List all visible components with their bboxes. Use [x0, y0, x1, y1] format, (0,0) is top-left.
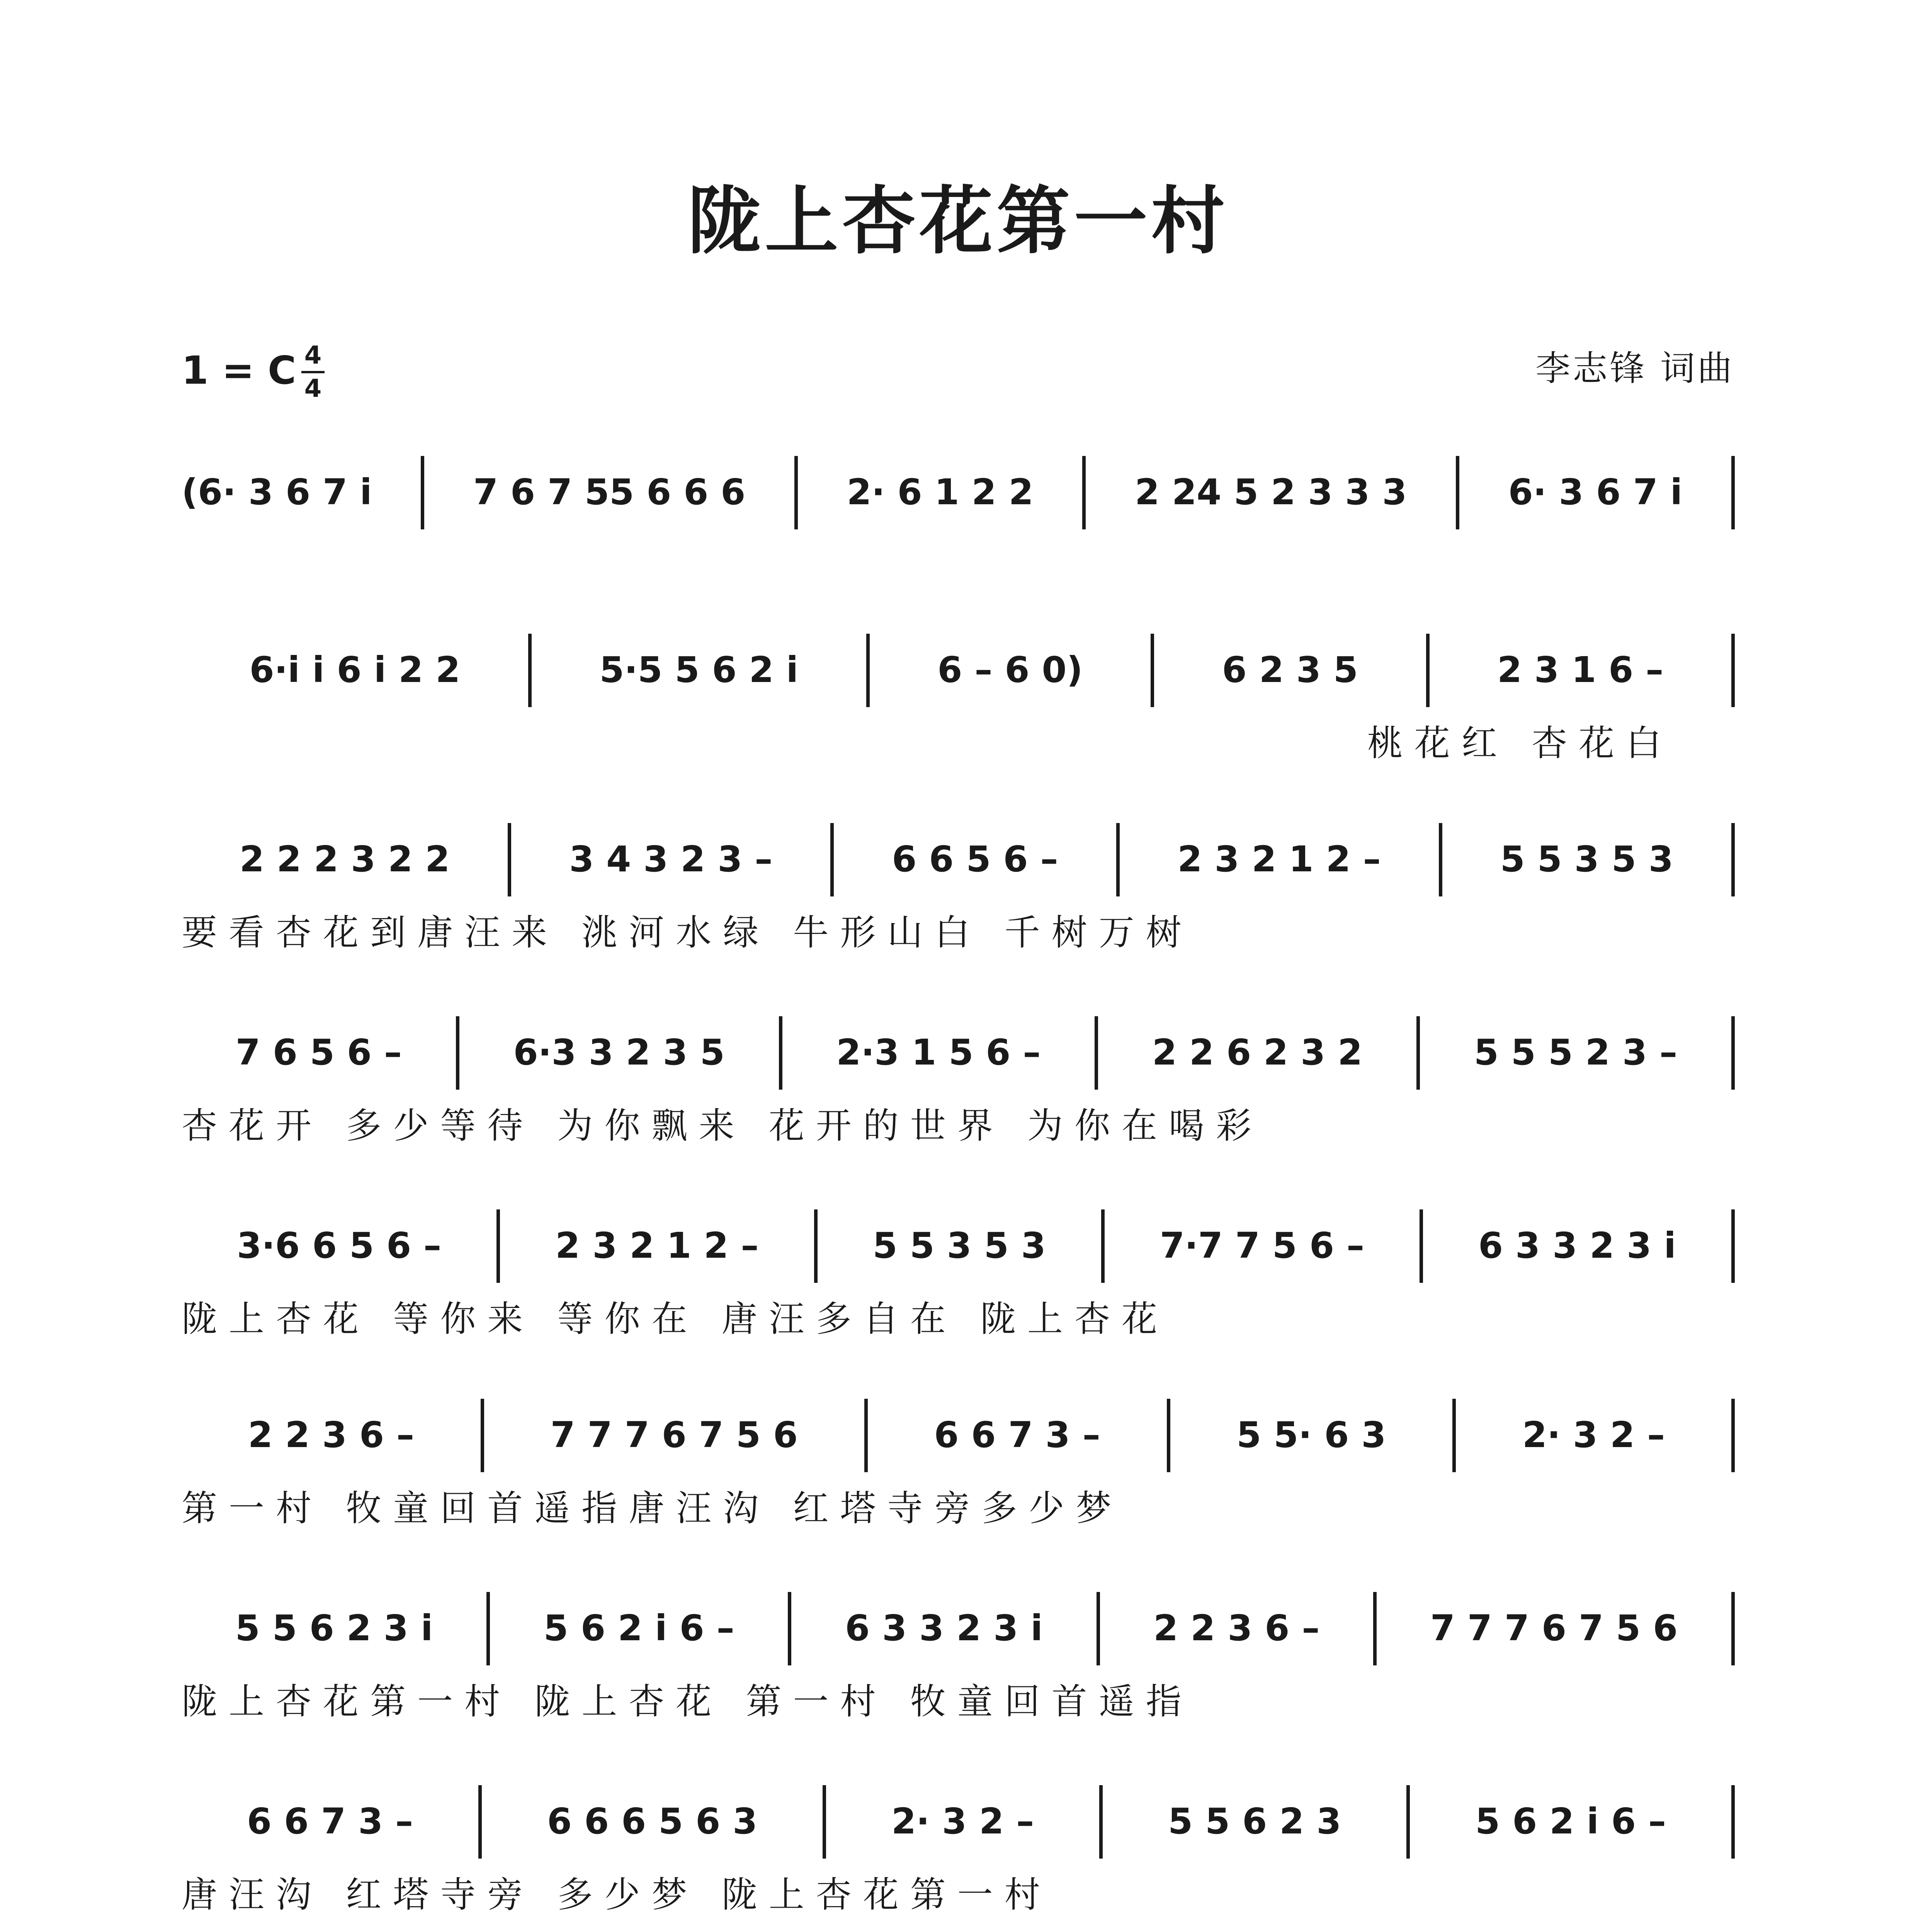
barline [1416, 1016, 1420, 1090]
measure-notes: 6 – 6 0) [937, 649, 1083, 690]
barline [486, 1592, 490, 1665]
measure-notes: 6· 3 6 7 i [1508, 471, 1683, 513]
measure-notes: 5 5 3 5 3 [1500, 838, 1673, 880]
barline [1406, 1785, 1410, 1859]
score-system [182, 823, 1735, 955]
measure-notes: 5 5 3 5 3 [872, 1225, 1046, 1266]
score-system [182, 1209, 1735, 1342]
barline [478, 1785, 482, 1859]
barline [1420, 1209, 1423, 1283]
measure-notes: 7 7 7 6 7 5 6 [550, 1414, 798, 1456]
lyrics-line: 陇上杏花第一村 陇上杏花 第一村 牧童回首遥指 [182, 1681, 1193, 1722]
barline [1439, 823, 1442, 896]
lyrics-line: 杏花开 多少等待 为你飘来 花开的世界 为你在喝彩 [182, 1105, 1263, 1146]
measure-row [182, 1592, 1735, 1665]
measure-notes: 6 3 3 2 3 i [1478, 1225, 1676, 1266]
barline [788, 1592, 791, 1665]
measure-row [182, 1209, 1735, 1283]
barline [830, 823, 834, 896]
song-title: 陇上杏花第一村 [687, 178, 1229, 264]
score-system [182, 1592, 1735, 1724]
barline [1097, 1592, 1100, 1665]
time-signature [301, 340, 325, 404]
barline [1731, 823, 1735, 896]
barline [814, 1209, 818, 1283]
barline [1731, 1399, 1735, 1472]
measure-notes: 5 5 6 2 3 i [235, 1607, 433, 1649]
measure-notes: 2 3 1 6 – [1497, 649, 1664, 690]
score-system [182, 1785, 1735, 1917]
barline [1099, 1785, 1103, 1859]
measure-notes: (6· 3 6 7 i [182, 471, 372, 513]
time-signature-bottom: 4 [304, 374, 322, 403]
lyrics-line: 第一村 牧童回首遥指唐汪沟 红塔寺旁多少梦 [182, 1488, 1123, 1529]
barline [528, 634, 532, 707]
barline [508, 823, 511, 896]
barline [421, 456, 424, 529]
measure-notes: 6·3 3 2 3 5 [513, 1032, 725, 1073]
barline [1731, 1592, 1735, 1665]
barline [864, 1399, 868, 1472]
measure-notes: 2 2 3 6 – [248, 1414, 414, 1456]
barline [496, 1209, 500, 1283]
barline [481, 1399, 484, 1472]
barline [1116, 823, 1120, 896]
measure-notes: 5 5 5 2 3 – [1474, 1032, 1678, 1073]
lyrics-line: 桃花红 杏花白 [1367, 723, 1673, 764]
barline [794, 456, 798, 529]
barline [1731, 1016, 1735, 1090]
lyrics-line: 要看杏花到唐汪来 洮河水绿 牛形山白 千树万树 [182, 912, 1193, 953]
measure-notes: 2·3 1 5 6 – [836, 1032, 1041, 1073]
measure-notes: 5 5 6 2 3 [1168, 1801, 1341, 1842]
measure-notes: 3 4 3 2 3 – [569, 838, 773, 880]
measure-notes: 2 3 2 1 2 – [1177, 838, 1381, 880]
barline [1095, 1016, 1098, 1090]
barline [1373, 1592, 1377, 1665]
measure-notes: 2· 3 2 – [1522, 1414, 1665, 1456]
score-system [182, 634, 1735, 766]
measure-notes: 7 7 7 6 7 5 6 [1430, 1607, 1678, 1649]
measure-row [182, 1785, 1735, 1859]
measure-notes: 5·5 5 6 2 i [599, 649, 799, 690]
barline [779, 1016, 782, 1090]
barline [456, 1016, 459, 1090]
measure-notes: 7·7 7 5 6 – [1159, 1225, 1365, 1266]
barline [1731, 1785, 1735, 1859]
score-system [182, 456, 1735, 537]
measure-notes: 2 2 3 6 – [1153, 1607, 1320, 1649]
measure-notes: 5 6 2 i 6 – [1475, 1801, 1666, 1842]
measure-notes: 6 6 5 6 – [892, 838, 1058, 880]
measure-notes: 6 6 6 5 6 3 [547, 1801, 758, 1842]
measure-notes: 7 6 7 55 6 6 6 [473, 471, 746, 513]
barline [1456, 456, 1459, 529]
barline [1082, 456, 1086, 529]
score-system [182, 1016, 1735, 1148]
barline [1731, 1209, 1735, 1283]
time-signature-top: 4 [304, 341, 322, 370]
barline [1101, 1209, 1105, 1283]
measure-notes: 7 6 5 6 – [235, 1032, 402, 1073]
measure-notes: 6 6 7 3 – [934, 1414, 1100, 1456]
barline [1731, 456, 1735, 529]
measure-row [182, 1399, 1735, 1472]
measure-row [182, 823, 1735, 896]
barline [1452, 1399, 1456, 1472]
measure-notes: 6 3 3 2 3 i [845, 1607, 1043, 1649]
score-system [182, 1399, 1735, 1531]
key-signature: 1 = C [182, 348, 296, 393]
measure-notes: 6·i i 6 i 2 2 [249, 649, 461, 690]
barline [823, 1785, 826, 1859]
measure-notes: 3·6 6 5 6 – [237, 1225, 442, 1266]
measure-notes: 2 24 5 2 3 3 3 [1135, 471, 1407, 513]
measure-notes: 2 3 2 1 2 – [555, 1225, 759, 1266]
measure-notes: 2· 3 2 – [891, 1801, 1034, 1842]
barline [1731, 634, 1735, 707]
measure-notes: 5 5· 6 3 [1236, 1414, 1386, 1456]
measure-notes: 2· 6 1 2 2 [847, 471, 1034, 513]
measure-notes: 6 6 7 3 – [247, 1801, 413, 1842]
measure-row [182, 456, 1735, 529]
measure-row [182, 634, 1735, 707]
barline [1426, 634, 1430, 707]
measure-notes: 2 2 2 3 2 2 [239, 838, 450, 880]
measure-notes: 5 6 2 i 6 – [543, 1607, 734, 1649]
measure-notes: 2 2 6 2 3 2 [1152, 1032, 1363, 1073]
lyrics-line: 陇上杏花 等你来 等你在 唐汪多自在 陇上杏花 [182, 1298, 1169, 1340]
barline [866, 634, 870, 707]
measure-row [182, 1016, 1735, 1090]
lyrics-line: 唐汪沟 红塔寺旁 多少梦 陇上杏花第一村 [182, 1874, 1052, 1915]
barline [1151, 634, 1154, 707]
barline [1167, 1399, 1170, 1472]
author-credit: 李志锋 词曲 [1535, 348, 1734, 389]
measure-notes: 6 2 3 5 [1222, 649, 1358, 690]
